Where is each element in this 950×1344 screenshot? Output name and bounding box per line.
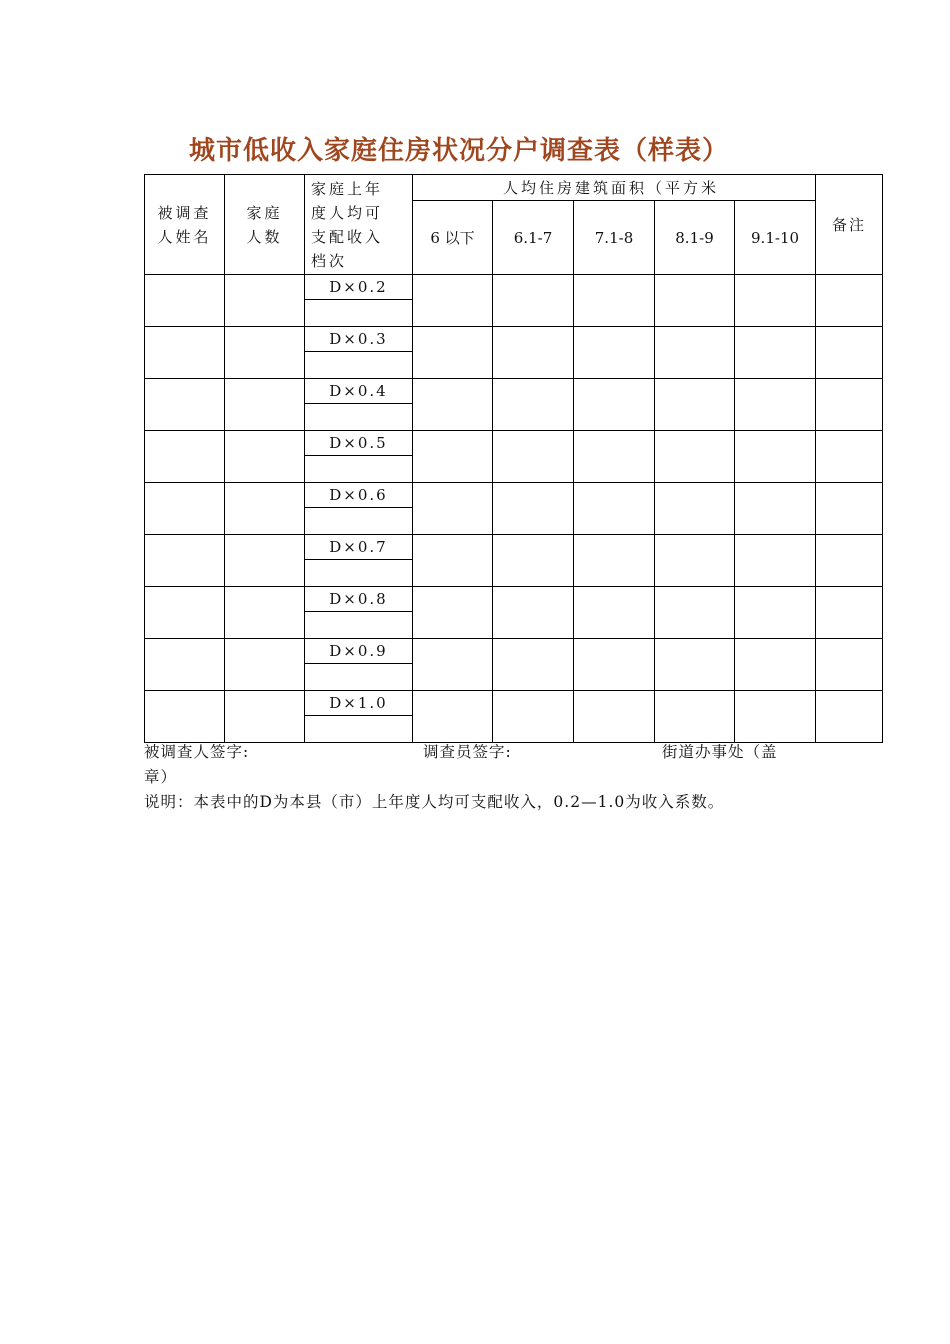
income-band-label: D×0.9 [305,639,412,664]
income-band-entry[interactable] [305,560,412,586]
respondent-name-cell[interactable] [145,275,225,327]
area-range-cell[interactable] [735,275,816,327]
remarks-cell[interactable] [816,327,883,379]
header-area-range: 9.1-10 [735,201,816,275]
area-range-cell[interactable] [574,431,655,483]
income-band-label: D×0.6 [305,483,412,508]
remarks-cell[interactable] [816,431,883,483]
area-range-cell[interactable] [655,431,735,483]
income-band-cell [305,483,413,535]
income-band-label: D×0.2 [305,275,412,300]
remarks-cell[interactable] [816,483,883,535]
respondent-name-cell[interactable] [145,431,225,483]
table-row [145,379,883,431]
respondent-name-cell[interactable] [145,691,225,743]
area-range-cell[interactable] [574,535,655,587]
respondent-name-cell[interactable] [145,379,225,431]
area-range-cell[interactable] [574,639,655,691]
area-range-cell[interactable] [493,327,574,379]
area-range-cell[interactable] [655,535,735,587]
income-band-entry[interactable] [305,300,412,326]
table-row [145,431,883,483]
table-row [145,483,883,535]
table-row [145,639,883,691]
area-range-cell[interactable] [413,379,493,431]
area-range-cell[interactable] [574,483,655,535]
income-band-entry[interactable] [305,456,412,482]
income-band-label: D×1.0 [305,691,412,716]
area-range-cell[interactable] [493,431,574,483]
respondent-name-cell[interactable] [145,483,225,535]
respondent-name-cell[interactable] [145,327,225,379]
area-range-cell[interactable] [735,639,816,691]
remarks-cell[interactable] [816,535,883,587]
office-seal-label: 街道办事处（盖 [662,743,778,761]
header-area-range: 6 以下 [413,201,493,275]
area-range-cell[interactable] [493,691,574,743]
income-band-entry[interactable] [305,352,412,378]
area-range-cell[interactable] [413,691,493,743]
remarks-cell[interactable] [816,379,883,431]
area-range-cell[interactable] [655,483,735,535]
income-band-label: D×0.5 [305,431,412,456]
area-range-cell[interactable] [493,535,574,587]
header-remarks: 备注 [816,175,883,275]
area-range-cell[interactable] [493,483,574,535]
respondent-signature-label: 被调查人签字: [144,743,250,761]
area-range-cell[interactable] [574,275,655,327]
income-band-label: D×0.7 [305,535,412,560]
income-band-cell [305,431,413,483]
area-range-cell[interactable] [735,327,816,379]
income-band-cell [305,587,413,639]
area-range-cell[interactable] [574,379,655,431]
family-size-cell[interactable] [225,483,305,535]
respondent-name-cell[interactable] [145,535,225,587]
family-size-cell[interactable] [225,587,305,639]
area-range-cell[interactable] [655,327,735,379]
area-range-cell[interactable] [735,535,816,587]
header-area-group: 人均住房建筑面积（平方米 [413,175,816,201]
page-title: 城市低收入家庭住房状况分户调查表（样表） [189,136,730,166]
area-range-cell[interactable] [493,275,574,327]
income-band-entry[interactable] [305,612,412,638]
family-size-cell[interactable] [225,275,305,327]
table-row [145,587,883,639]
area-range-cell[interactable] [574,691,655,743]
survey-table-body [145,275,883,743]
header-area-range: 6.1-7 [493,201,574,275]
income-band-cell [305,639,413,691]
area-range-cell[interactable] [735,379,816,431]
income-band-label: D×0.3 [305,327,412,352]
area-range-cell[interactable] [735,691,816,743]
area-range-cell[interactable] [413,483,493,535]
explanatory-note: 说明：本表中的D为本县（市）上年度人均可支配收入，0.2—1.0为收入系数。 [144,793,725,811]
income-band-cell [305,275,413,327]
family-size-cell[interactable] [225,379,305,431]
remarks-cell[interactable] [816,587,883,639]
header-area-range: 7.1-8 [574,201,655,275]
area-range-cell[interactable] [655,587,735,639]
area-range-cell[interactable] [413,535,493,587]
remarks-cell[interactable] [816,691,883,743]
income-band-entry[interactable] [305,716,412,742]
area-range-cell[interactable] [493,639,574,691]
area-range-cell[interactable] [493,379,574,431]
header-income-level: 家庭上年 度人均可 支配收入 档次 [305,175,413,275]
family-size-cell[interactable] [225,535,305,587]
income-band-label: D×0.4 [305,379,412,404]
respondent-name-cell[interactable] [145,587,225,639]
income-band-cell [305,691,413,743]
family-size-cell[interactable] [225,691,305,743]
income-band-entry[interactable] [305,664,412,690]
respondent-name-cell[interactable] [145,639,225,691]
area-range-cell[interactable] [493,587,574,639]
header-family-size: 家庭 人数 [225,175,305,275]
area-range-cell[interactable] [735,483,816,535]
family-size-cell[interactable] [225,327,305,379]
header-area-range: 8.1-9 [655,201,735,275]
area-range-cell[interactable] [655,275,735,327]
area-range-cell[interactable] [735,431,816,483]
area-range-cell[interactable] [655,691,735,743]
surveyor-signature-label: 调查员签字: [423,743,512,761]
area-range-cell[interactable] [655,639,735,691]
survey-table [144,174,883,743]
area-range-cell[interactable] [413,327,493,379]
income-band-entry[interactable] [305,508,412,534]
income-band-cell [305,379,413,431]
area-range-cell[interactable] [655,379,735,431]
family-size-cell[interactable] [225,639,305,691]
income-band-entry[interactable] [305,404,412,430]
table-row [145,691,883,743]
income-band-cell [305,535,413,587]
family-size-cell[interactable] [225,431,305,483]
area-range-cell[interactable] [413,587,493,639]
income-band-label: D×0.8 [305,587,412,612]
area-range-cell[interactable] [735,587,816,639]
income-band-cell [305,327,413,379]
area-range-cell[interactable] [574,587,655,639]
header-respondent-name: 被调查 人姓名 [145,175,225,275]
area-range-cell[interactable] [413,639,493,691]
area-range-cell[interactable] [574,327,655,379]
table-row [145,535,883,587]
remarks-cell[interactable] [816,639,883,691]
table-row [145,327,883,379]
remarks-cell[interactable] [816,275,883,327]
area-range-cell[interactable] [413,275,493,327]
table-row [145,275,883,327]
area-range-cell[interactable] [413,431,493,483]
office-seal-label-continued: 章） [144,768,178,786]
